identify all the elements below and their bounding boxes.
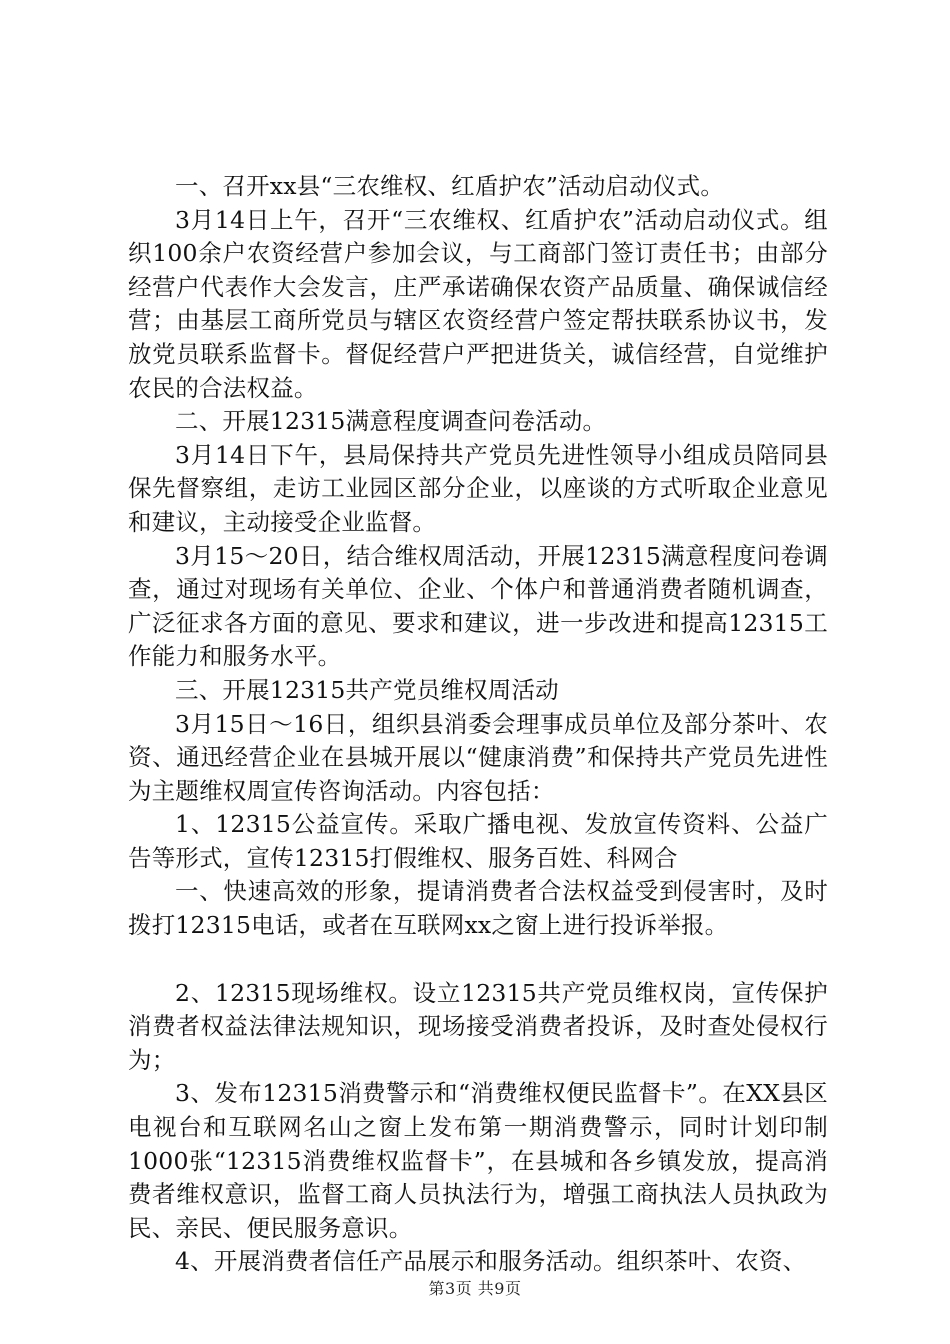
list-item: 2、12315现场维权。设立12315共产党员维权岗，宣传保护消费者权益法律法规知识，现场接受消费者投诉，及时查处侵权行为； <box>128 978 828 1074</box>
heading-1: 一、召开xx县“三农维权、红盾护农”活动启动仪式。 <box>175 172 725 200</box>
document-body <box>128 170 828 1279</box>
page-number-footer: 第3页 共9页 <box>428 1279 522 1298</box>
list-item: 3、发布12315消费警示和“消费维权便民监督卡”。在XX县区电视台和互联网名山之窗上发布第一期消费警示，同时计划印制1000张“12315消费维权监督卡”，在县城和各乡镇发放，提高消费者维权意识，监督工商人员执法行为，增强工商执法人员执政为民、亲民、便民服务意识。 <box>128 1079 828 1242</box>
paragraph: 一、快速高效的形象，提请消费者合法权益受到侵害时，及时拨打12315电话，或者在互联网xx之窗上进行投诉举报。 <box>128 877 828 940</box>
list-item: 1、12315公益宣传。采取广播电视、发放宣传资料、公益广告等形式，宣传12315打假维权、服务百姓、科网合 <box>128 810 828 872</box>
paragraph: 3月14日上午，召开“三农维权、红盾护农”活动启动仪式。组织100余户农资经营户参加会议，与工商部门签订责任书；由部分经营户代表作大会发言，庄严承诺确保农资产品质量、确保诚信经营；由基层工商所党员与辖区农资经营户签定帮扶联系协议书，发放党员联系监督卡。督促经营户严把进货关，诚信经营，自觉维护农民的合法权益。 <box>128 205 828 402</box>
paragraph: 3月14日下午，县局保持共产党员先进性领导小组成员陪同县保先督察组，走访工业园区部分企业，以座谈的方式听取企业意见和建议，主动接受企业监督。 <box>128 440 828 536</box>
paragraph: 3月15日～16日，组织县消委会理事成员单位及部分茶叶、农资、通迅经营企业在县城开展以“健康消费”和保持共产党员先进性为主题维权周宣传咨询活动。内容包括： <box>128 709 828 805</box>
paragraph: 3月15～20日，结合维权周活动，开展12315满意程度问卷调查，通过对现场有关单位、企业、个体户和普通消费者随机调查，广泛征求各方面的意见、要求和建议，进一步改进和提高12315工作能力和服务水平。 <box>128 541 828 671</box>
heading-3: 三、开展12315共产党员维权周活动 <box>175 675 559 704</box>
heading-2: 二、开展12315满意程度调查问卷活动。 <box>175 407 607 436</box>
list-item: 4、开展消费者信任产品展示和服务活动。组织茶叶、农资、 <box>175 1247 807 1276</box>
